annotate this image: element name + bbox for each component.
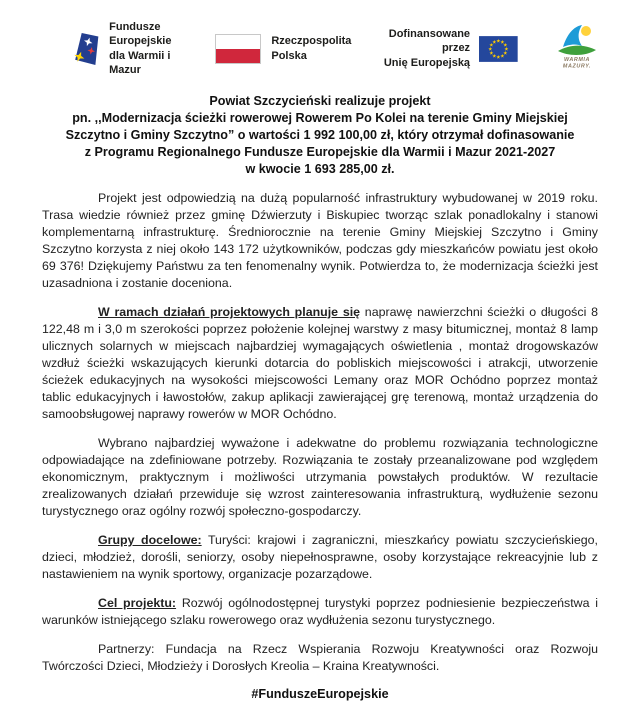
eu-logo-label bbox=[379, 27, 470, 70]
project-title-line-1: Powiat Szczycieński realizuje projekt bbox=[209, 94, 431, 109]
eu-logo-group bbox=[379, 27, 517, 70]
project-title bbox=[42, 93, 598, 178]
paragraph-text: Partnerzy: Fundacja na Rzecz Wspierania Rozwoju Kreatywności oraz Rozwoju Twórczości Dzieci, Młodzieży i Dorosłych Kreolia – Kraina Kreatywności. bbox=[42, 642, 598, 674]
eu-logo-label-line1: Dofinansowane przez bbox=[388, 28, 471, 55]
funding-logos-header bbox=[42, 20, 598, 77]
warmia-mazury-logo-group bbox=[554, 22, 600, 75]
poland-logo-label bbox=[271, 34, 351, 63]
poland-logo-label-line1: Rzeczpospolita bbox=[271, 35, 352, 48]
poland-logo-label-line2: Polska bbox=[271, 49, 307, 62]
paragraph-lead: Grupy docelowe: bbox=[98, 533, 202, 548]
paragraph-project-intro bbox=[42, 190, 598, 292]
poland-flag-icon bbox=[215, 34, 261, 64]
warmia-mazury-label-line2: MAZURY. bbox=[562, 63, 591, 70]
paragraph-lead: Cel projektu: bbox=[98, 596, 177, 611]
fe-flag-icon bbox=[74, 22, 100, 76]
hashtag-fundusze-europejskie: #FunduszeEuropejskie bbox=[251, 687, 389, 701]
warmia-mazury-label-line1: WARMIA bbox=[563, 57, 590, 64]
paragraph-planned-works bbox=[42, 304, 598, 423]
paragraph-text: Rozwój ogólnodostępnej turystyki poprzez podniesienie bezpieczeństwa i warunków istniejącego szlaku rowerowego oraz wydłużenia sezonu turystycznego. bbox=[42, 596, 599, 628]
paragraph-target-groups bbox=[42, 532, 598, 583]
fe-logo-group bbox=[74, 20, 185, 77]
project-title-line-2: pn. ,,Modernizacja ścieżki rowerowej Rowerem Po Kolei na terenie Gminy Miejskiej bbox=[72, 111, 568, 126]
paragraph-text: naprawę nawierzchni ścieżki o długości 8 122,48 m i 3,0 m szerokości poprzez położenie kolejnej warstwy z masy bitumicznej, montaż 8 lamp ulicznych solarnych w miejscach najbardziej wymagających oświetlenia , montaż drogowskazów wzdłuż ścieżki wskazujących kierunki dotarcia do pobliskich miejscowości i atrakcji, utworzenie ścieżek edukacyjnych na wysokości miejscowości Lemany oraz MOR Ochódno poprzez montaż tablic edukacyjnych i ławostołów, zakup aplikacji zawierającej grę terenową, montaż urządzenia do samoobsługowej naprawy rowerów w MOR Ochódno. bbox=[42, 305, 598, 422]
project-title-line-4: z Programu Regionalnego Fundusze Europejskie dla Warmii i Mazur 2021-2027 bbox=[84, 145, 556, 160]
paragraph-project-goal bbox=[42, 595, 598, 629]
paragraph-text: Projekt jest odpowiedzią na dużą popularność infrastruktury wybudowanej w 2019 roku. Trasa wiedzie również przez gminę Dźwierzuty i Biskupiec tworząc szlak ponadlokalny i stanowi komplementarną infrastrukturę. Średniorocznie na terenie Gminy Miejskiej Szczytno i Gminy Szczytno korzysta z niej około 143 172 użytkowników, podczas gdy mieszkańców powiatu jest około 69 376! Dziękujemy Państwu za ten fenomenalny wynik. Potwierdza to, że modernizacja ścieżki jest uzasadniona i zostanie doceniona. bbox=[42, 191, 598, 291]
paragraph-lead: W ramach działań projektowych planuje się bbox=[98, 305, 361, 320]
warmia-mazury-logo-icon bbox=[554, 22, 600, 70]
eu-flag-icon bbox=[479, 33, 518, 65]
poland-logo-group bbox=[215, 34, 351, 64]
paragraph-text: Turyści: krajowi i zagraniczni, mieszkańcy powiatu szczycieńskiego, dzieci, młodzież, dorośli, seniorzy, osoby niepełnosprawne, osoby korzystające rekreacyjnie lub z nastawieniem na wynik sportowy, organizacje pozarządowe. bbox=[42, 533, 598, 582]
project-title-line-3: Szczytno i Gminy Szczytno” o wartości 1 992 100,00 zł, który otrzymał dofinasowanie bbox=[65, 128, 575, 143]
eu-logo-label-line2: Unię Europejską bbox=[383, 56, 471, 69]
fe-logo-label-line1: Fundusze Europejskie bbox=[109, 21, 172, 48]
fe-logo-label bbox=[109, 20, 185, 77]
paragraph-solutions bbox=[42, 435, 598, 520]
paragraph-text: Wybrano najbardziej wyważone i adekwatne do problemu rozwiązania technologiczne odpowiadające na zdefiniowane potrzeby. Rozwiązania te zostały przeanalizowane pod względem ekonomicznym, praktycznym i możliwości utrzymania powstałych produktów. W rezultacie zrealizowanych działań przewiduje się wzrost zainteresowania infrastrukturą, wydłużenie sezonu turystycznego oraz ogólny rozwój społeczno-gospodarczy. bbox=[42, 436, 598, 519]
paragraph-partners bbox=[42, 641, 598, 675]
fe-logo-label-line2: dla Warmii i Mazur bbox=[109, 49, 171, 76]
project-title-line-5: w kwocie 1 693 285,00 zł. bbox=[245, 162, 395, 177]
